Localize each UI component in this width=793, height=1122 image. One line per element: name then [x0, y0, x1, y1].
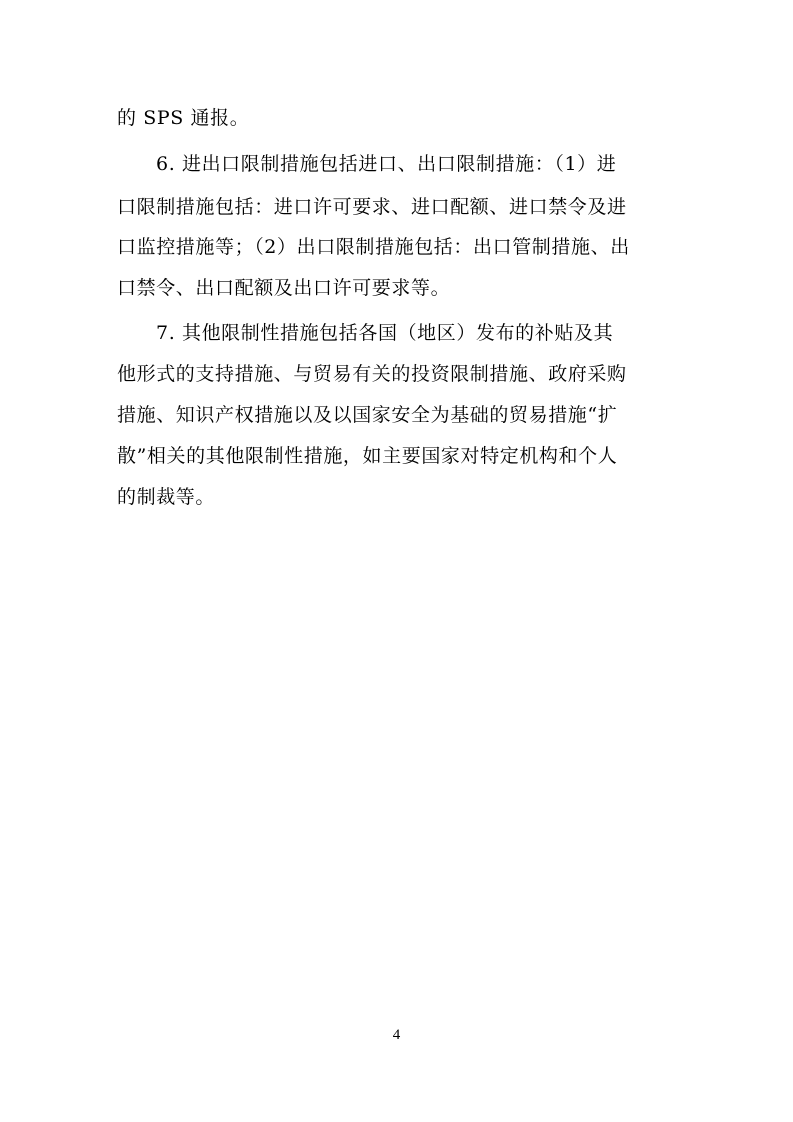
text-line: 的制裁等。	[117, 486, 216, 508]
text-line: 散”相关的其他限制性措施，如主要国家对特定机构和个人	[117, 445, 618, 467]
text-line: 口禁令、出口配额及出口许可要求等。	[117, 277, 451, 299]
paragraph-6-start: 6. 进出口限制措施包括进口、出口限制措施：（1）进	[156, 153, 617, 175]
text-line: 措施、知识产权措施以及以国家安全为基础的贸易措施“扩	[117, 404, 618, 426]
page-number: 4	[392, 1027, 401, 1043]
text-line: 他形式的支持措施、与贸易有关的投资限制措施、政府采购	[117, 363, 627, 385]
text-line: 口限制措施包括：进口许可要求、进口配额、进口禁令及进	[117, 196, 627, 218]
text-line: 的 SPS 通报。	[117, 107, 250, 129]
text-line: 口监控措施等；（2）出口限制措施包括：出口管制措施、出	[117, 236, 630, 258]
paragraph-7-start: 7. 其他限制性措施包括各国（地区）发布的补贴及其	[156, 322, 614, 344]
